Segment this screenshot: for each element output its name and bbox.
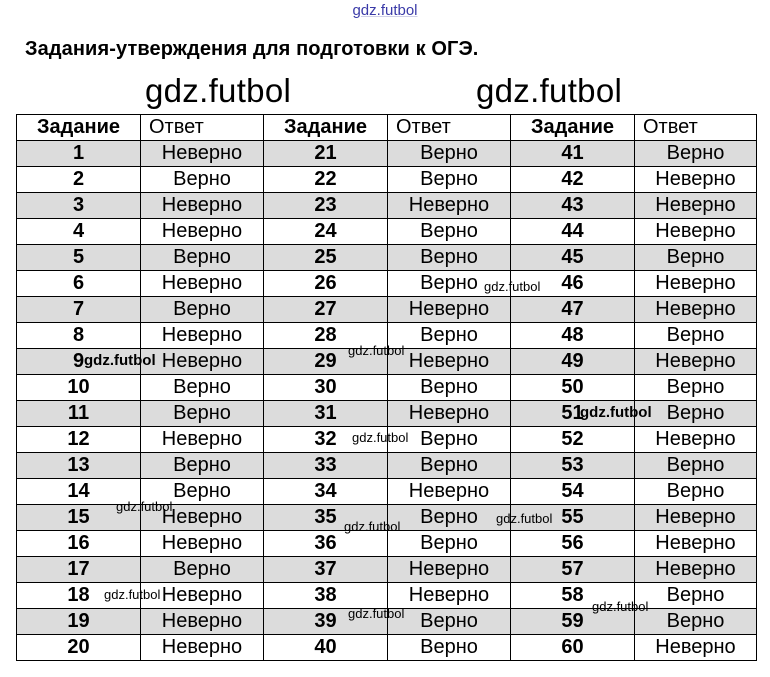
task-answer: Верно <box>635 609 757 635</box>
task-number: 11 <box>17 401 141 427</box>
task-answer: Верно <box>635 453 757 479</box>
table-row <box>17 193 757 219</box>
task-answer: Верно <box>388 635 511 661</box>
task-number: 57 <box>511 557 635 583</box>
task-number: 38 <box>264 583 388 609</box>
table-row <box>17 271 757 297</box>
task-number: 2 <box>17 167 141 193</box>
task-answer: Верно <box>141 479 264 505</box>
task-number: 17 <box>17 557 141 583</box>
task-answer: Верно <box>141 557 264 583</box>
task-number: 33 <box>264 453 388 479</box>
task-number: 23 <box>264 193 388 219</box>
table-row <box>17 167 757 193</box>
task-number: 56 <box>511 531 635 557</box>
task-answer: Неверно <box>635 349 757 375</box>
table-row <box>17 583 757 609</box>
task-number: 16 <box>17 531 141 557</box>
watermark-large-left: gdz.futbol <box>145 72 292 109</box>
watermark-small: gdz.futbol <box>592 599 649 614</box>
task-answer: Верно <box>141 401 264 427</box>
task-number: 60 <box>511 635 635 661</box>
task-answer: Верно <box>635 375 757 401</box>
task-answer: Верно <box>635 245 757 271</box>
task-number: 37 <box>264 557 388 583</box>
task-answer: Неверно <box>635 531 757 557</box>
watermark-small: gdz.futbol <box>104 587 161 602</box>
watermark-small: gdz.futbol <box>348 343 405 358</box>
watermark-medium: gdz.futbol <box>84 352 156 369</box>
table-row <box>17 505 757 531</box>
task-number: 36 <box>264 531 388 557</box>
task-number: 35 <box>264 505 388 531</box>
task-answer: Неверно <box>141 609 264 635</box>
task-number: 48 <box>511 323 635 349</box>
table-row <box>17 323 757 349</box>
task-answer: Неверно <box>388 349 511 375</box>
task-answer: Неверно <box>388 193 511 219</box>
table-row <box>17 349 757 375</box>
task-answer: Верно <box>388 167 511 193</box>
task-answer: Неверно <box>388 557 511 583</box>
task-number: 27 <box>264 297 388 323</box>
table-row <box>17 401 757 427</box>
task-number: 55 <box>511 505 635 531</box>
watermark-small: gdz.futbol <box>352 430 409 445</box>
task-number: 12 <box>17 427 141 453</box>
table-row <box>17 557 757 583</box>
task-answer: Неверно <box>635 557 757 583</box>
task-number: 47 <box>511 297 635 323</box>
table-row <box>17 297 757 323</box>
task-number: 46 <box>511 271 635 297</box>
header-answer: Ответ <box>388 115 511 141</box>
task-answer: Неверно <box>635 193 757 219</box>
task-number: 8 <box>17 323 141 349</box>
task-number: 10 <box>17 375 141 401</box>
task-answer: Неверно <box>141 505 264 531</box>
task-number: 34 <box>264 479 388 505</box>
task-answer: Неверно <box>635 505 757 531</box>
watermark-small: gdz.futbol <box>348 606 405 621</box>
task-answer: Неверно <box>141 271 264 297</box>
task-answer: Неверно <box>141 323 264 349</box>
table-row <box>17 479 757 505</box>
task-number: 20 <box>17 635 141 661</box>
table-header-row <box>17 115 757 141</box>
task-answer: Верно <box>141 297 264 323</box>
task-answer: Неверно <box>388 401 511 427</box>
answers-table <box>16 114 757 661</box>
header-task: Задание <box>511 115 635 141</box>
task-answer: Верно <box>635 479 757 505</box>
task-answer: Верно <box>635 141 757 167</box>
task-number: 52 <box>511 427 635 453</box>
task-number: 53 <box>511 453 635 479</box>
task-answer: Неверно <box>141 141 264 167</box>
task-number: 14 <box>17 479 141 505</box>
task-answer: Верно <box>388 427 511 453</box>
header-task: Задание <box>264 115 388 141</box>
task-answer: Неверно <box>141 583 264 609</box>
task-answer: Верно <box>388 141 511 167</box>
task-answer: Неверно <box>635 167 757 193</box>
task-answer: Верно <box>388 219 511 245</box>
task-answer: Неверно <box>388 479 511 505</box>
task-number: 58 <box>511 583 635 609</box>
task-number: 49 <box>511 349 635 375</box>
watermark-small: gdz.futbol <box>116 499 173 514</box>
task-answer: Верно <box>388 375 511 401</box>
task-answer: Верно <box>141 167 264 193</box>
task-number: 30 <box>264 375 388 401</box>
task-number: 22 <box>264 167 388 193</box>
task-number: 13 <box>17 453 141 479</box>
table-row <box>17 427 757 453</box>
task-answer: Неверно <box>141 219 264 245</box>
task-number: 43 <box>511 193 635 219</box>
task-number: 31 <box>264 401 388 427</box>
task-answer: Неверно <box>635 219 757 245</box>
task-answer: Верно <box>635 323 757 349</box>
watermark-small: gdz.futbol <box>496 511 553 526</box>
table-row <box>17 375 757 401</box>
task-number: 39 <box>264 609 388 635</box>
task-answer: Верно <box>635 401 757 427</box>
task-number: 44 <box>511 219 635 245</box>
task-answer: Неверно <box>635 635 757 661</box>
table-row <box>17 219 757 245</box>
task-answer: Верно <box>141 245 264 271</box>
task-number: 50 <box>511 375 635 401</box>
task-answer: Неверно <box>141 635 264 661</box>
task-answer: Неверно <box>635 271 757 297</box>
task-answer: Верно <box>141 453 264 479</box>
task-answer: Неверно <box>635 297 757 323</box>
task-number: 25 <box>264 245 388 271</box>
task-number: 54 <box>511 479 635 505</box>
task-answer: Неверно <box>141 193 264 219</box>
task-number: 1 <box>17 141 141 167</box>
task-answer: Верно <box>388 245 511 271</box>
page-title: Задания-утверждения для подготовки к ОГЭ. <box>25 38 479 60</box>
task-number: 41 <box>511 141 635 167</box>
task-number: 29 <box>264 349 388 375</box>
header-task: Задание <box>17 115 141 141</box>
header-answer: Ответ <box>141 115 264 141</box>
task-number: 19 <box>17 609 141 635</box>
task-answer: Неверно <box>635 427 757 453</box>
task-answer: Неверно <box>141 427 264 453</box>
task-number: 18 <box>17 583 141 609</box>
task-answer: Верно <box>388 271 511 297</box>
watermark-top: gdz.futbol <box>352 2 418 19</box>
header-answer: Ответ <box>635 115 757 141</box>
task-number: 32 <box>264 427 388 453</box>
table-row <box>17 531 757 557</box>
task-number: 42 <box>511 167 635 193</box>
table-row <box>17 635 757 661</box>
task-number: 7 <box>17 297 141 323</box>
table-row <box>17 453 757 479</box>
task-answer: Верно <box>635 583 757 609</box>
task-number: 51 <box>511 401 635 427</box>
task-number: 28 <box>264 323 388 349</box>
watermark-small: gdz.futbol <box>344 519 401 534</box>
task-answer: Верно <box>388 453 511 479</box>
task-number: 21 <box>264 141 388 167</box>
task-number: 6 <box>17 271 141 297</box>
task-answer: Верно <box>388 531 511 557</box>
task-answer: Верно <box>388 609 511 635</box>
task-answer: Неверно <box>141 531 264 557</box>
task-answer: Верно <box>388 323 511 349</box>
task-number: 9 <box>17 349 141 375</box>
task-number: 5 <box>17 245 141 271</box>
task-number: 15 <box>17 505 141 531</box>
table-row <box>17 609 757 635</box>
task-answer: Неверно <box>388 583 511 609</box>
task-number: 3 <box>17 193 141 219</box>
task-number: 4 <box>17 219 141 245</box>
task-number: 59 <box>511 609 635 635</box>
task-answer: Верно <box>141 375 264 401</box>
task-number: 45 <box>511 245 635 271</box>
watermark-small: gdz.futbol <box>484 279 541 294</box>
watermark-large-right: gdz.futbol <box>476 72 623 109</box>
task-number: 24 <box>264 219 388 245</box>
table-row <box>17 245 757 271</box>
task-answer: Неверно <box>388 297 511 323</box>
task-answer: Верно <box>388 505 511 531</box>
task-number: 40 <box>264 635 388 661</box>
task-answer: Неверно <box>141 349 264 375</box>
table-row <box>17 141 757 167</box>
task-number: 26 <box>264 271 388 297</box>
watermark-medium: gdz.futbol <box>580 404 652 421</box>
